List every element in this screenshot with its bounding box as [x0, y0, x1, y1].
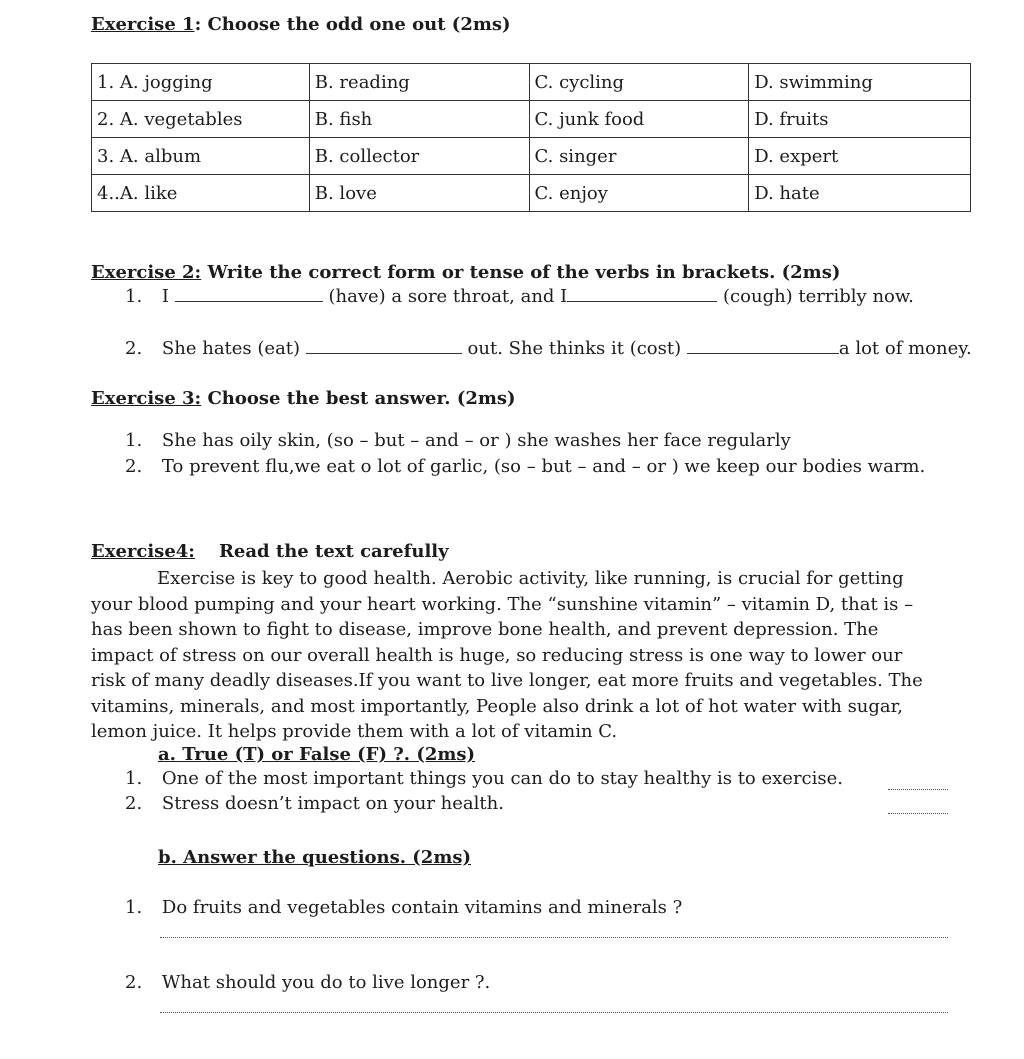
- answer-blank[interactable]: [175, 300, 323, 302]
- question-text: She hates (eat): [161, 338, 301, 359]
- table-cell: 1. A. jogging: [92, 64, 310, 101]
- part-a-title: a. True (T) or False (F) ?. (2ms): [158, 744, 476, 765]
- exercise-3-heading: [91, 388, 516, 409]
- question-text: I: [161, 286, 170, 307]
- exercise-1-instruction: : Choose the odd one out (2ms): [194, 14, 511, 35]
- question-text: (have) a sore throat, and I: [328, 286, 568, 307]
- answer-dotted-line[interactable]: [888, 812, 948, 814]
- question-number: 2.: [125, 972, 143, 993]
- answer-dotted-line[interactable]: [160, 936, 948, 938]
- question-text: She has oily skin, (so – but – and – or ) she washes her face regularly: [161, 430, 791, 451]
- table-row: [92, 138, 971, 175]
- question-text: out. She thinks it (cost): [467, 338, 682, 359]
- question-text: Stress doesn’t impact on your health.: [161, 793, 504, 814]
- table-cell: C. singer: [529, 138, 749, 175]
- answer-dotted-line[interactable]: [160, 1011, 948, 1013]
- exercise-2-instruction: Write the correct form or tense of the verbs in brackets. (2ms): [201, 262, 841, 283]
- odd-one-out-table: [91, 63, 971, 212]
- exercise-3-label: Exercise 3:: [91, 388, 202, 409]
- exercise-2-heading: [91, 262, 840, 283]
- table-row: [92, 175, 971, 212]
- exercise-4-heading: [91, 541, 449, 562]
- table-cell: B. collector: [309, 138, 529, 175]
- table-row: [92, 64, 971, 101]
- table-cell: C. enjoy: [529, 175, 749, 212]
- part-b-title: b. Answer the questions. (2ms): [158, 847, 472, 868]
- exercise-2-question-1: [125, 286, 914, 307]
- table-cell: C. cycling: [529, 64, 749, 101]
- question-number: 2.: [125, 456, 143, 477]
- question-number: 1.: [125, 430, 143, 451]
- exercise-1-label: Exercise 1: [91, 14, 195, 35]
- reading-passage: [91, 566, 936, 745]
- question-text: To prevent flu,we eat o lot of garlic, (so – but – and – or ) we keep our bodies warm.: [161, 456, 926, 477]
- table-cell: B. love: [309, 175, 529, 212]
- true-false-question-1: [125, 768, 843, 789]
- question-text: (cough) terribly now.: [723, 286, 914, 307]
- table-cell: 3. A. album: [92, 138, 310, 175]
- exercise-3-question-2: [125, 456, 925, 477]
- answer-blank[interactable]: [567, 300, 717, 302]
- exercise-4-instruction: Read the text carefully: [218, 541, 449, 562]
- answer-blank[interactable]: [306, 352, 462, 354]
- exercise-2-label: Exercise 2:: [91, 262, 202, 283]
- question-number: 2.: [125, 793, 143, 814]
- table-cell: D. swimming: [749, 64, 971, 101]
- table-cell: B. reading: [309, 64, 529, 101]
- question-number: 1.: [125, 897, 143, 918]
- table-cell: B. fish: [309, 101, 529, 138]
- answer-question-2: [125, 972, 490, 993]
- exercise-3-question-1: [125, 430, 791, 451]
- table-cell: 4..A. like: [92, 175, 310, 212]
- question-text: What should you do to live longer ?.: [161, 972, 491, 993]
- exercise-3-instruction: Choose the best answer. (2ms): [201, 388, 516, 409]
- question-number: 1.: [125, 286, 143, 307]
- answer-dotted-line[interactable]: [888, 788, 948, 790]
- table-cell: 2. A. vegetables: [92, 101, 310, 138]
- table-cell: D. hate: [749, 175, 971, 212]
- question-text: Do fruits and vegetables contain vitamins and minerals ?: [161, 897, 683, 918]
- exercise-1-heading: [91, 14, 511, 35]
- question-number: 2.: [125, 338, 143, 359]
- answer-blank[interactable]: [687, 352, 839, 354]
- exercise-2-question-2: [125, 338, 972, 359]
- table-cell: D. fruits: [749, 101, 971, 138]
- exercise-4-label: Exercise4:: [91, 541, 195, 562]
- part-b-heading: [158, 847, 471, 868]
- question-number: 1.: [125, 768, 143, 789]
- table-cell: D. expert: [749, 138, 971, 175]
- answer-question-1: [125, 897, 682, 918]
- table-cell: C. junk food: [529, 101, 749, 138]
- part-a-heading: [158, 744, 475, 765]
- table-row: [92, 101, 971, 138]
- question-text: One of the most important things you can do to stay healthy is to exercise.: [161, 768, 844, 789]
- question-text: a lot of money.: [838, 338, 972, 359]
- true-false-question-2: [125, 793, 504, 814]
- passage-text: Exercise is key to good health. Aerobic activity, like running, is crucial for getting your blood pumping and your heart working. The “sunshine vitamin” – vitamin D, that is – has been shown to fight to disease, improve bone health, and prevent depression. The impact of stress on our overall health is huge, so reducing stress is one way to lower our risk of many deadly diseases.If you want to live longer, eat more fruits and vegetables. The vitamins, minerals, and most importantly, People also drink a lot of hot water with sugar, lemon juice. It helps provide them with a lot of vitamin C.: [91, 568, 923, 742]
